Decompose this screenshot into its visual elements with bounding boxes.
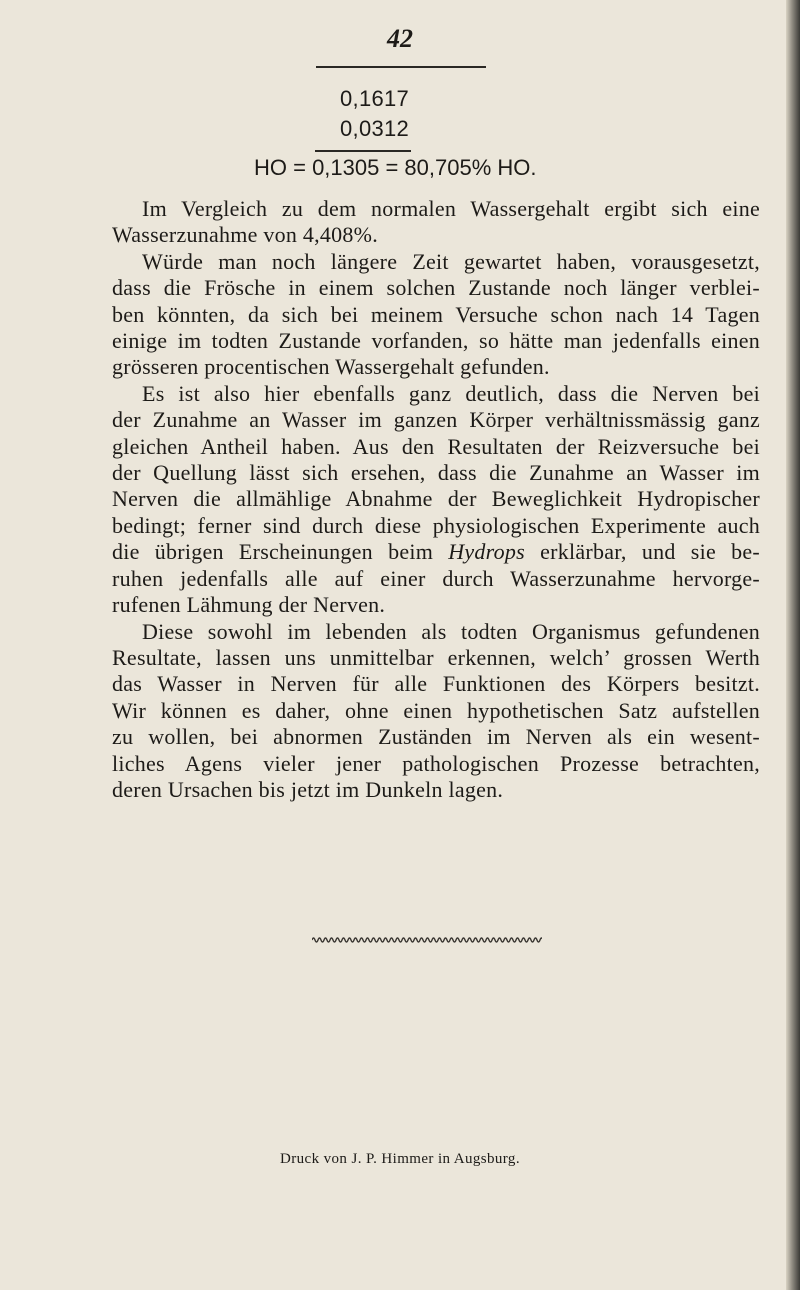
line: ben könnten, da sich bei meinem Versuche schon nach 14 Tagen (112, 301, 760, 327)
line: grösseren procentischen Wassergehalt gefunden. (112, 354, 550, 380)
paragraph-2 (82, 249, 760, 381)
line: Resultate, lassen uns unmittelbar erkennen, welch’ grossen Werth (112, 644, 760, 670)
line: liches Agens vieler jener pathologischen Prozesse betrachten, (112, 750, 760, 776)
paragraph-3 (82, 381, 760, 619)
sum-line (315, 150, 411, 152)
line: Es ist also hier ebenfalls ganz deutlich, dass die Nerven bei (142, 380, 760, 406)
page-number: 42 (387, 24, 413, 53)
line: Wasserzunahme von 4,408%. (112, 222, 378, 248)
decorative-wave-rule (312, 934, 542, 946)
line: zu wollen, bei abnormen Zuständen im Nerven als ein wesent- (112, 724, 760, 750)
line: der Zunahme an Wasser im ganzen Körper verhältnissmässig ganz (112, 407, 760, 433)
line: einige im todten Zustande vorfanden, so hätte man jedenfalls einen (112, 328, 760, 354)
line: die übrigen Erscheinungen beim Hydrops erklärbar, und sie be- (112, 539, 760, 565)
printer-imprint: Druck von J. P. Himmer in Augsburg. (280, 1151, 520, 1167)
line: der Quellung lässt sich ersehen, dass die Zunahme an Wasser im (112, 460, 760, 486)
line: Diese sowohl im lebenden als todten Organismus gefundenen (142, 618, 760, 644)
line: das Wasser in Nerven für alle Funktionen des Körpers besitzt. (112, 671, 760, 697)
line: Nerven die allmählige Abnahme der Beweglichkeit Hydropischer (112, 486, 760, 512)
calculation-line-2: 0,0312 (340, 116, 410, 141)
line: Im Vergleich zu dem normalen Wassergehalt ergibt sich eine (142, 196, 760, 221)
header-rule (316, 66, 486, 68)
calculation-line-1: 0,1617 (340, 86, 410, 111)
result-equation: HO = 0,1305 = 80,705% HO. (254, 155, 537, 180)
line: rufenen Lähmung der Nerven. (112, 592, 386, 618)
line: ruhen jedenfalls alle auf einer durch Wasserzunahme hervorge- (112, 565, 760, 591)
paragraph-1 (82, 196, 760, 249)
line: deren Ursachen bis jetzt im Dunkeln lagen. (112, 776, 504, 802)
line: gleichen Antheil haben. Aus den Resultaten der Reizversuche bei (112, 433, 760, 459)
line: dass die Frösche in einem solchen Zustande noch länger verblei- (112, 275, 760, 301)
body-text (82, 196, 760, 803)
paragraph-4 (82, 619, 760, 804)
line: Würde man noch längere Zeit gewartet haben, vorausgesetzt, (142, 248, 760, 274)
line: bedingt; ferner sind durch diese physiologischen Experimente auch (112, 512, 760, 538)
page-edge-shadow (786, 0, 800, 1290)
line: Wir können es daher, ohne einen hypothetischen Satz aufstellen (112, 697, 760, 723)
